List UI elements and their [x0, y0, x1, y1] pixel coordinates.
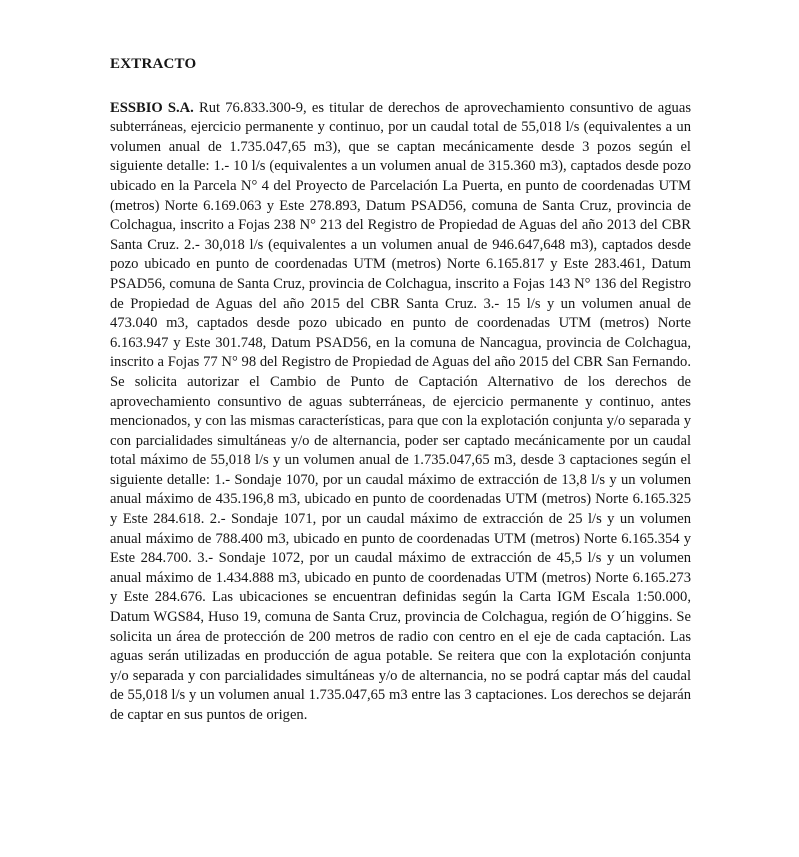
document-content [110, 55, 691, 726]
extract-paragraph [110, 99, 691, 726]
company-name: ESSBIO S.A. [110, 99, 194, 116]
document-title: EXTRACTO [110, 56, 197, 72]
extract-body-text: Rut 76.833.300-9, es titular de derechos de aprovechamiento consuntivo de aguas subterráneas, ejercicio permanente y continuo, por un caudal total de 55,018 l/s (equivalentes a un volumen anual de 1.735.047,65 m3), que se captan mecánicamente desde 3 pozos según el siguiente detalle: 1.- 10 l/s (equivalentes a un volumen anual de 315.360 m3), captados desde pozo ubicado en la Parcela N° 4 del Proyecto de Parcelación La Puerta, en punto de coordenadas UTM (metros) Norte 6.169.063 y Este 278.893, Datum PSAD56, comuna de Santa Cruz, provincia de Colchagua, inscrito a Fojas 238 N° 213 del Registro de Propiedad de Aguas del año 2013 del CBR Santa Cruz. 2.- 30,018 l/s (equivalentes a un volumen anual de 946.647,648 m3), captados desde pozo ubicado en punto de coordenadas UTM (metros) Norte 6.165.817 y Este 283.461, Datum PSAD56, comuna de Santa Cruz, provincia de Colchagua, inscrito a Fojas 143 N° 136 del Registro de Propiedad de Aguas del año 2015 del CBR Santa Cruz. 3.- 15 l/s y un volumen anual de 473.040 m3, captados desde pozo ubicado en punto de coordenadas UTM (metros) Norte 6.163.947 y Este 301.748, Datum PSAD56, en la comuna de Nancagua, provincia de Colchagua, inscrito a Fojas 77 N° 98 del Registro de Propiedad de Aguas del año 2015 del CBR San Fernando. Se solicita autorizar el Cambio de Punto de Captación Alternativo de los derechos de aprovechamiento consuntivo de aguas subterráneas, de ejercicio permanente y continuo, antes mencionados, y con las mismas características, para que con la explotación conjunta y/o separada y con parcialidades simultáneas y/o de alternancia, poder ser captado mecánicamente por un caudal total máximo de 55,018 l/s y un volumen anual de 1.735.047,65 m3, desde 3 captaciones según el siguiente detalle: 1.- Sondaje 1070, por un caudal máximo de extracción de 13,8 l/s y un volumen anual máximo de 435.196,8 m3, ubicado en punto de coordenadas UTM (metros) Norte 6.165.325 y Este 284.618. 2.- Sondaje 1071, por un caudal máximo de extracción de 25 l/s y un volumen anual máximo de 788.400 m3, ubicado en punto de coordenadas UTM (metros) Norte 6.165.354 y Este 284.700. 3.- Sondaje 1072, por un caudal máximo de extracción de 45,5 l/s y un volumen anual máximo de 1.434.888 m3, ubicado en punto de coordenadas UTM (metros) Norte 6.165.273 y Este 284.676. Las ubicaciones se encuentran definidas según la Carta IGM Escala 1:50.000, Datum WGS84, Huso 19, comuna de Santa Cruz, provincia de Colchagua, región de O´higgins. Se solicita un área de protección de 200 metros de radio con centro en el eje de cada captación. Las aguas serán utilizadas en producción de agua potable. Se reitera que con la explotación conjunta y/o separada y con parcialidades simultáneas y/o de alternancia, no se podrá captar más del caudal de 55,018 l/s y un volumen anual 1.735.047,65 m3 entre las 3 captaciones. Los derechos se dejarán de captar en sus puntos de origen. [110, 99, 691, 723]
